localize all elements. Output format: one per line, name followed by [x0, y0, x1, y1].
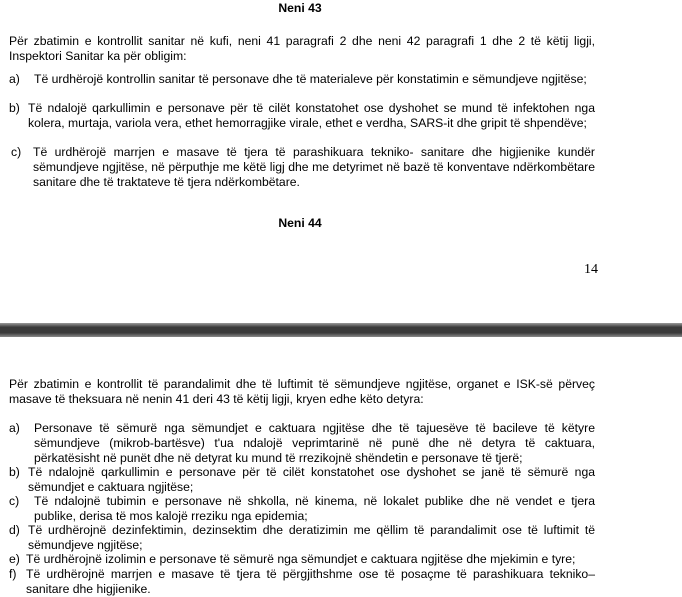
list-item — [9, 421, 595, 467]
list-item-letter: e) — [9, 552, 20, 566]
page-number: 14 — [584, 262, 598, 277]
list-item — [9, 145, 595, 191]
list-item — [9, 552, 595, 567]
list-item-text: Të urdhërojnë izolimin e personave të sëmurë nga sëmundjet e caktuara ngjitëse dhe mjekimin e tyre; — [26, 552, 576, 566]
list-item-letter: b) — [9, 465, 20, 479]
article-heading-44: Neni 44 — [278, 216, 322, 230]
list-item — [9, 72, 595, 87]
list-item-text: Të ndalojnë qarkullimin e personave për të cilët konstatohet ose dyshohet se janë të sëmurë nga sëmundjet e caktuara ngjitëse; — [28, 465, 595, 495]
list-item-letter: a) — [9, 72, 20, 86]
list-item-text: Personave të sëmurë nga sëmundjet e caktuara ngjitëse dhe të tajuesëve të bacileve të këtyre sëmundjeve (mikrob-bartësve) t'ua ndalojë veprimtarinë në punë dhe në detyra të caktuara, përkatësisht në punët dhe në detyrat ku mund të rrezikojnë shëndetin e personave të tjerë; — [34, 421, 595, 466]
page-divider — [0, 323, 682, 337]
list-item-text: Të urdhërojnë dezinfektimin, dezinsektim dhe deratizimin me qëllim të parandalimit ose të luftimit të sëmundjeve ngjitëse; — [28, 523, 595, 553]
list-item-text: Të ndalojnë tubimin e personave në shkolla, në kinema, në lokalet publike dhe në vendet e tjera publike, derisa të mos kalojë rreziku nga epidemia; — [34, 494, 595, 524]
list-item-letter: c) — [9, 494, 20, 508]
list-item-text: Të urdhërojë marrjen e masave të tjera të parashikuara tekniko- sanitare dhe higjienike kundër sëmundjeve ngjitëse, në përputhje me këtë ligj dhe me detyrimet në bazë të konventave ndërkombëtare sanitare dhe të traktateve të tjera ndërkombëtare. — [33, 145, 595, 190]
list-item — [9, 523, 595, 553]
list-item — [9, 567, 595, 597]
article-44-intro: Për zbatimin e kontrollit të parandalimit dhe të luftimit të sëmundjeve ngjitëse, organet e ISK-së përveç masave të theksuara në nenin 41 deri 43 të këtij ligji, kryen edhe këto detyra: — [9, 377, 595, 407]
list-item-letter: a) — [9, 421, 20, 435]
list-item-text: Të ndalojë qarkullimin e personave për të cilët konstatohet ose dyshohet se mund të infektohen nga kolera, murtaja, variola vera, ethet hemorragjike virale, ethet e verdha, SARS-it dhe gripit të shpendëve; — [28, 101, 595, 131]
list-item-text: Të urdhërojnë marrjen e masave të tjera të përgjithshme ose të posaçme të parashikuara tekniko–sanitare dhe higjienike. — [26, 567, 595, 597]
list-item-letter: c) — [11, 145, 22, 159]
list-item-letter: b) — [9, 101, 20, 115]
list-item — [9, 465, 595, 495]
list-item-text: Të urdhërojë kontrollin sanitar të personave dhe të materialeve për konstatimin e sëmundjeve ngjitëse; — [34, 72, 587, 86]
list-item — [9, 494, 595, 524]
list-item-letter: d) — [9, 523, 20, 537]
article-heading-43: Neni 43 — [278, 1, 322, 15]
list-item-letter: f) — [9, 567, 17, 581]
list-item — [9, 101, 595, 131]
article-43-intro: Për zbatimin e kontrollit sanitar në kufi, neni 41 paragrafi 2 dhe neni 42 paragrafi 1 dhe 2 të këtij ligji, Inspektori Sanitar ka për obligim: — [9, 34, 595, 64]
